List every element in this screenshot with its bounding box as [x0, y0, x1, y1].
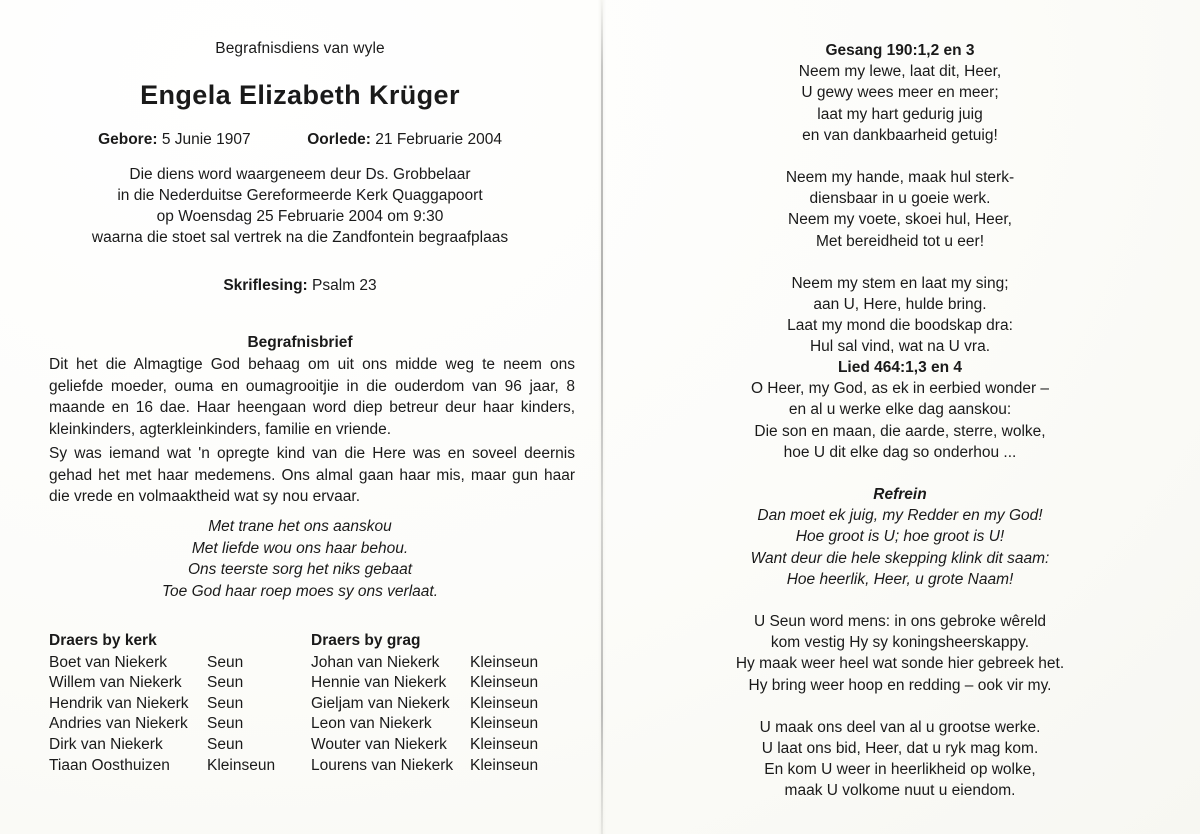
bearer-grave-relation: Kleinseun	[470, 715, 539, 733]
died-value: 21 Februarie 2004	[375, 131, 502, 148]
deceased-name: Engela Elizabeth Krüger	[140, 80, 460, 110]
service-detail-line-4: waarna die stoet sal vertrek na die Zandfontein begraafplaas	[91, 229, 509, 246]
hymn-2-refrain-block	[630, 484, 1170, 590]
hymn-2-s3-line-3: En kom U weer in heerlikheid op wolke,	[764, 761, 1036, 779]
bearers-grave-heading: Draers by grag	[311, 632, 421, 649]
scripture-value: Psalm 23	[312, 277, 377, 294]
scripture-label: Skriflesing:	[223, 277, 308, 294]
bearer-grave-name: Leon van Niekerk	[311, 715, 432, 733]
table-row	[49, 714, 275, 735]
table-row	[311, 694, 538, 715]
letter-heading: Begrafnisbrief	[247, 334, 353, 351]
hymn-1-s3-line-2: aan U, Here, hulde bring.	[813, 296, 987, 314]
table-row	[49, 735, 275, 756]
bearer-church-relation: Seun	[207, 715, 244, 733]
bearers-grave-group	[311, 631, 591, 776]
table-row	[311, 673, 538, 694]
bearer-church-relation: Seun	[207, 735, 244, 753]
service-detail-line-1: Die diens word waargeneem deur Ds. Grobbelaar	[129, 166, 471, 183]
table-row	[311, 714, 538, 735]
bearer-church-relation: Seun	[207, 674, 244, 692]
hymn-lied-464	[630, 357, 1170, 802]
memorial-poem	[49, 516, 551, 602]
bearers-church-table	[49, 653, 275, 777]
scripture-reading	[49, 277, 551, 295]
bearer-church-relation: Seun	[207, 653, 244, 671]
bearer-church-name: Boet van Niekerk	[49, 653, 168, 671]
hymn-2-s1-line-4: hoe U dit elke dag so onderhou ...	[783, 443, 1017, 461]
service-detail-line-3: op Woensdag 25 Februarie 2004 om 9:30	[156, 208, 444, 225]
hymn-2-stanza-1	[630, 378, 1170, 463]
hymn-1-s1-line-4: en van dankbaarheid getuig!	[802, 126, 998, 144]
hymn-1-stanza-1	[630, 61, 1170, 146]
table-row	[49, 673, 275, 694]
bearers-church-group	[49, 631, 309, 776]
hymn-1-s3-line-3: Laat my mond die boodskap dra:	[787, 317, 1013, 335]
hymn-2-s2-line-2: kom vestig Hy sy koningsheerskappy.	[770, 634, 1030, 652]
bearers-grave-table	[311, 653, 538, 777]
hymn-1-s1-line-3: laat my hart gedurig juig	[817, 105, 983, 123]
hymn-1-s2-line-3: Neem my voete, skoei hul, Heer,	[788, 211, 1012, 229]
table-row	[49, 756, 275, 777]
bearer-grave-name: Johan van Niekerk	[311, 653, 440, 671]
hymn-1-s2-line-2: diensbaar in u goeie werk.	[809, 190, 991, 208]
bearer-church-name: Dirk van Niekerk	[49, 735, 163, 753]
table-row	[311, 735, 538, 756]
bearer-grave-relation: Kleinseun	[470, 735, 539, 753]
hymn-1-stanza-3	[630, 273, 1170, 358]
bearers-church-heading: Draers by kerk	[49, 632, 157, 649]
died-label: Oorlede:	[307, 131, 371, 148]
born-value: 5 Junie 1907	[161, 131, 251, 148]
refrain-title: Refrein	[873, 486, 927, 504]
bearer-grave-relation: Kleinseun	[470, 756, 539, 774]
bearer-church-name: Hendrik van Niekerk	[49, 694, 189, 712]
bearer-grave-name: Gieljam van Niekerk	[311, 694, 450, 712]
letter-paragraph-2: Sy was iemand wat 'n opregte kind van die Here was en soveel deernis gehad het met haar medemens. Ons almal gaan haar mis, maar gun haar die vrede en volmaaktheid wat sy nou ervaar.	[49, 445, 575, 505]
hymn-2-s1-line-1: O Heer, my God, as ek in eerbied wonder –	[750, 380, 1050, 398]
table-row	[49, 694, 275, 715]
table-row	[311, 756, 538, 777]
poem-line-4: Toe God haar roep moes sy ons verlaat.	[162, 582, 438, 600]
letter-paragraph-1: Dit het die Almagtige God behaag om uit ons midde weg te neem ons geliefde moeder, ouma en oumagrooitjie in die ouderdom van 96 jaar, 8 maande en 16 dae. Haar heengaan word diep betreur deur haar kinders, kleinkinders, agterkleinkinders, familie en vriende.	[49, 356, 575, 438]
refrain-line-2: Hoe groot is U; hoe groot is U!	[795, 528, 1005, 546]
hymn-1-s1-line-1: Neem my lewe, laat dit, Heer,	[798, 63, 1002, 81]
hymn-1-stanzas	[630, 61, 1170, 357]
refrain-line-4: Hoe heerlik, Heer, u grote Naam!	[786, 570, 1014, 588]
hymn-2-s3-line-2: U laat ons bid, Heer, dat u ryk mag kom.	[761, 740, 1039, 758]
bearer-grave-relation: Kleinseun	[470, 653, 539, 671]
hymn-1-stanza-2	[630, 167, 1170, 252]
poem-line-1: Met trane het ons aanskou	[208, 518, 392, 535]
poem-line-3: Ons teerste sorg het niks gebaat	[187, 561, 413, 578]
hymn-1-s2-line-1: Neem my hande, maak hul sterk-	[785, 169, 1015, 187]
bearer-church-name: Andries van Niekerk	[49, 715, 188, 733]
hymn-2-s3-line-1: U maak ons deel van al u grootse werke.	[759, 718, 1041, 736]
bearer-grave-name: Hennie van Niekerk	[311, 674, 447, 692]
bearer-church-relation: Seun	[207, 694, 244, 712]
table-row	[49, 653, 275, 674]
bearer-grave-relation: Kleinseun	[470, 694, 539, 712]
hymn-2-stanza-3	[630, 717, 1170, 802]
hymn-2-s1-line-3: Die son en maan, die aarde, sterre, wolke,	[754, 422, 1046, 440]
hymn-1-s1-line-2: U gewy wees meer en meer;	[801, 84, 999, 102]
poem-line-2: Met liefde wou ons haar behou.	[191, 539, 409, 557]
refrain-line-1: Dan moet ek juig, my Redder en my God!	[757, 507, 1043, 525]
bearer-grave-relation: Kleinseun	[470, 674, 539, 692]
hymn-2-stanza-2	[630, 611, 1170, 696]
service-details	[30, 164, 570, 248]
service-detail-line-2: in die Nederduitse Gereformeerde Kerk Quaggapoort	[117, 187, 483, 204]
hymn-gesang-190	[630, 40, 1170, 358]
hymn-2-s2-line-3: Hy maak weer heel wat sonde hier gebreek het.	[735, 655, 1065, 673]
bearer-church-name: Tiaan Oosthuizen	[49, 756, 170, 774]
hymn-1-s3-line-4: Hul sal vind, wat na U vra.	[809, 338, 991, 356]
hymn-2-s2-line-1: U Seun word mens: in ons gebroke wêreld	[753, 613, 1047, 631]
table-row	[311, 653, 538, 674]
hymn-2-s2-line-4: Hy bring weer hoop en redding – ook vir my.	[748, 676, 1052, 694]
bearer-church-name: Willem van Niekerk	[49, 674, 182, 692]
bearer-grave-name: Lourens van Niekerk	[311, 756, 454, 774]
refrain-lines	[630, 505, 1170, 590]
bearer-grave-name: Wouter van Niekerk	[311, 735, 447, 753]
bearer-church-relation: Kleinseun	[207, 756, 276, 774]
lead-line: Begrafnisdiens van wyle	[215, 40, 385, 57]
right-page	[600, 0, 1200, 834]
born-label: Gebore:	[98, 131, 158, 148]
hymn-2-title: Lied 464:1,3 en 4	[837, 359, 963, 376]
hymn-2-s1-line-2: en al u werke elke dag aanskou:	[788, 401, 1012, 419]
life-dates	[49, 131, 551, 149]
hymn-1-s2-line-4: Met bereidheid tot u eer!	[815, 232, 985, 250]
hymn-1-title: Gesang 190:1,2 en 3	[825, 42, 975, 59]
refrain-line-3: Want deur die hele skepping klink dit saam:	[750, 549, 1050, 567]
hymn-1-s3-line-1: Neem my stem en laat my sing;	[791, 274, 1009, 292]
hymn-2-s3-line-4: maak U volkome nuut u eiendom.	[784, 782, 1016, 800]
